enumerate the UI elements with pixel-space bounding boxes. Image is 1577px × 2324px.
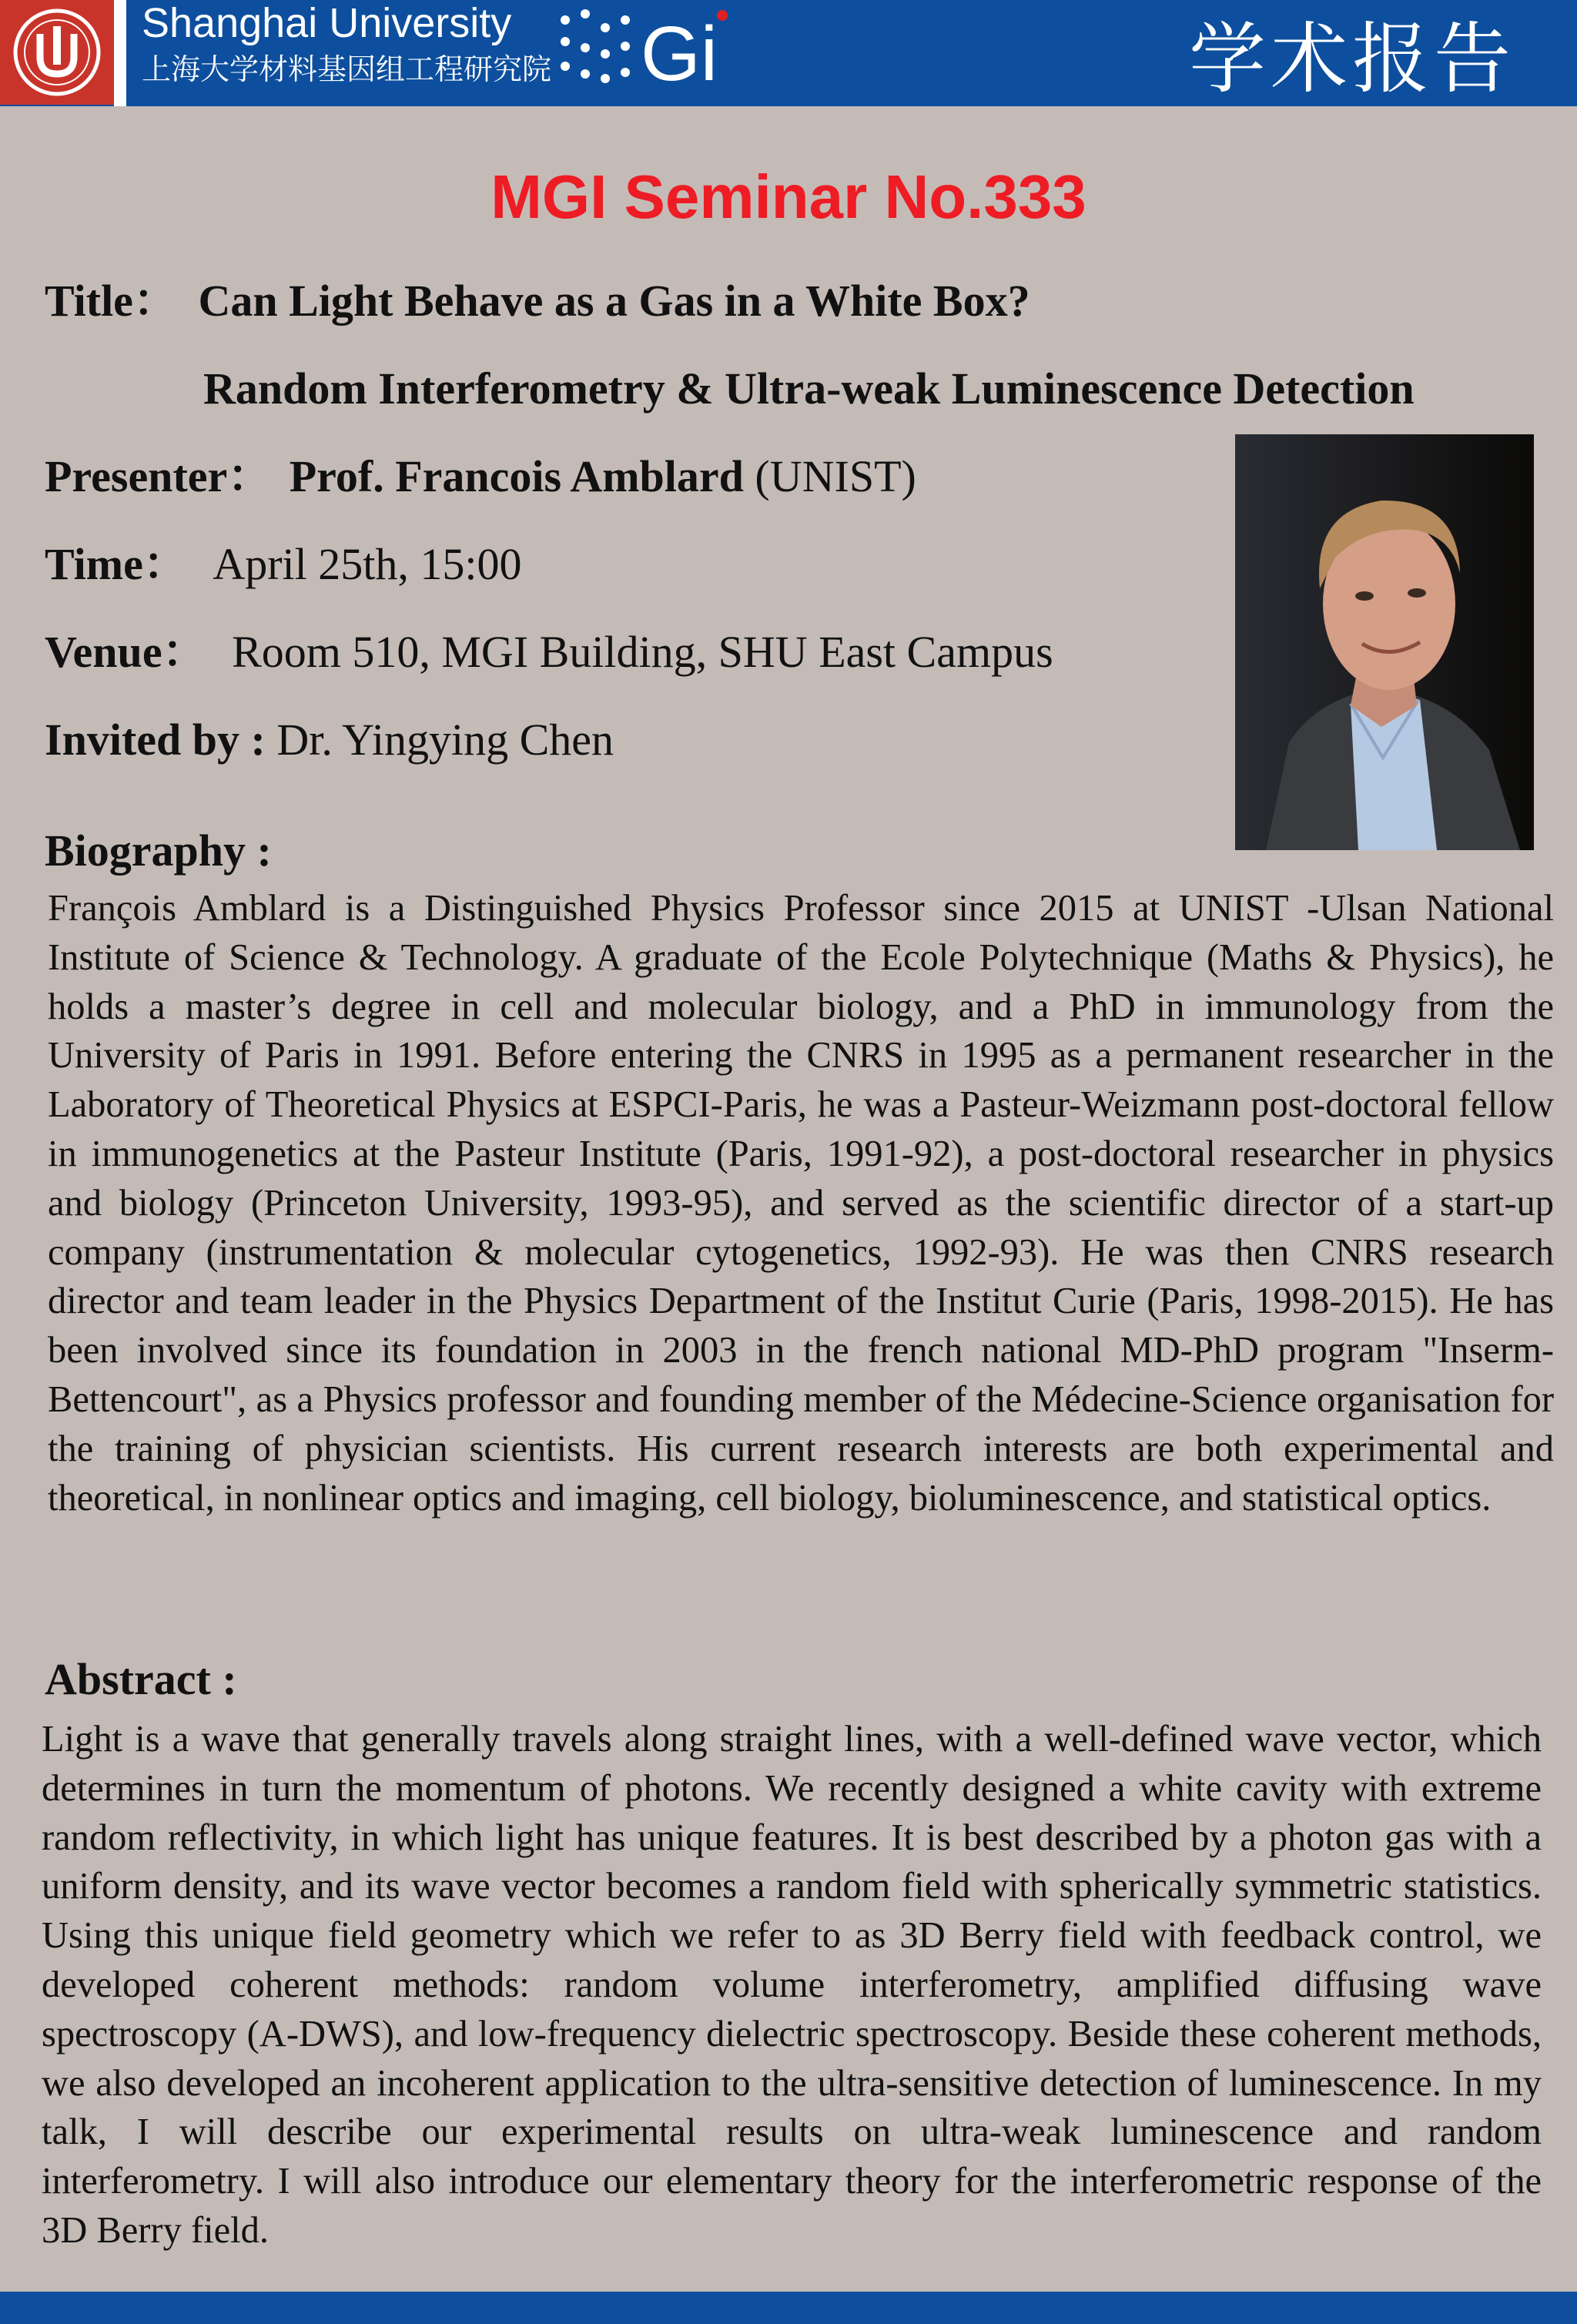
- biography-heading: Biography :: [45, 825, 272, 876]
- venue-value: Room 510, MGI Building, SHU East Campus: [232, 627, 1053, 677]
- time-label: Time：: [45, 539, 188, 589]
- talk-title-line2: Random Interferometry & Ultra-weak Luminescence Detection: [203, 363, 1415, 414]
- presenter-affiliation: (UNIST): [743, 451, 916, 501]
- mgi-logo-text: Gi: [641, 11, 718, 97]
- invited-line: [45, 713, 614, 767]
- footer-bar: [0, 2292, 1577, 2324]
- seminar-heading: MGI Seminar No.333: [491, 162, 1086, 231]
- venue-line: [45, 625, 1053, 679]
- presenter-name: Prof. Francois Amblard: [289, 451, 744, 501]
- time-line: [45, 537, 521, 591]
- abstract-heading: Abstract :: [45, 1654, 237, 1704]
- title-line: [45, 274, 1030, 328]
- invited-value: Dr. Yingying Chen: [276, 715, 614, 765]
- university-name-cn: 上海大学材料基因组工程研究院: [142, 52, 552, 86]
- time-value: April 25th, 15:00: [213, 539, 522, 589]
- abstract-text: Light is a wave that generally travels along straight lines, with a well-defined wave vector, which determines in turn the momentum of photons. We recently designed a white cavity with extreme random reflectivity, in which light has unique features. It is best described by a photon gas with a uniform density, and its wave vector becomes a random field with spherically symmetric statistics. Using this unique field geometry which we refer to as 3D Berry field with feedback control, we developed coherent methods: random volume interferometry, amplified diffusing wave spectroscopy (A-DWS), and low-frequency dielectric spectroscopy. Beside these coherent methods, we also developed an incoherent application to the ultra-sensitive detection of luminescence. In my talk, I will describe our experimental results on ultra-weak luminescence and random interferometry. I will also introduce our elementary theory for the interferometric response of the 3D Berry field.: [42, 1719, 1542, 2251]
- presenter-photo: [1235, 434, 1534, 850]
- talk-title-line1: Can Light Behave as a Gas in a White Box?: [198, 276, 1030, 326]
- biography-text: François Amblard is a Distinguished Physics Professor since 2015 at UNIST -Ulsan National Institute of Science & Technology. A graduate of the Ecole Polytechnique (Maths & Physics), he holds a master’s degree in cell and molecular biology, and a PhD in immunology from the University of Paris in 1991. Before entering the CNRS in 1995 as a permanent researcher in the Laboratory of Theoretical Physics at ESPCI-Paris, he was a Pasteur-Weizmann post-doctoral fellow in immunogenetics at the Pasteur Institute (Paris, 1991-92), a post-doctoral researcher in physics and biology (Princeton University, 1993-95), and served as the scientific director of a start-up company (instrumentation & molecular cytogenetics, 1992-93). He was then CNRS research director and team leader in the Physics Department of the Institut Curie (Paris, 1998-2015). He has been involved since its foundation in 2003 in the french national MD-PhD program "Inserm-Bettencourt", as a Physics professor and founding member of the Médecine-Science organisation for the training of physician scientists. His current research interests are both experimental and theoretical, in nonlinear optics and imaging, cell biology, bioluminescence, and statistical optics.: [48, 888, 1554, 1519]
- academic-report-title: 学术报告: [1189, 14, 1515, 104]
- presenter-label: Presenter：: [45, 451, 273, 501]
- title-label: Title：: [45, 276, 178, 326]
- mgi-logo-icon: [554, 5, 739, 97]
- header-bar: [0, 0, 1577, 106]
- university-seal-icon: [11, 6, 103, 99]
- invited-label: Invited by :: [45, 715, 277, 765]
- university-name-en: Shanghai University: [142, 0, 512, 46]
- university-logo: [0, 0, 114, 105]
- venue-label: Venue：: [45, 627, 207, 677]
- presenter-line: [45, 450, 916, 504]
- header-separator: [114, 0, 126, 106]
- presenter-portrait: [1235, 434, 1534, 850]
